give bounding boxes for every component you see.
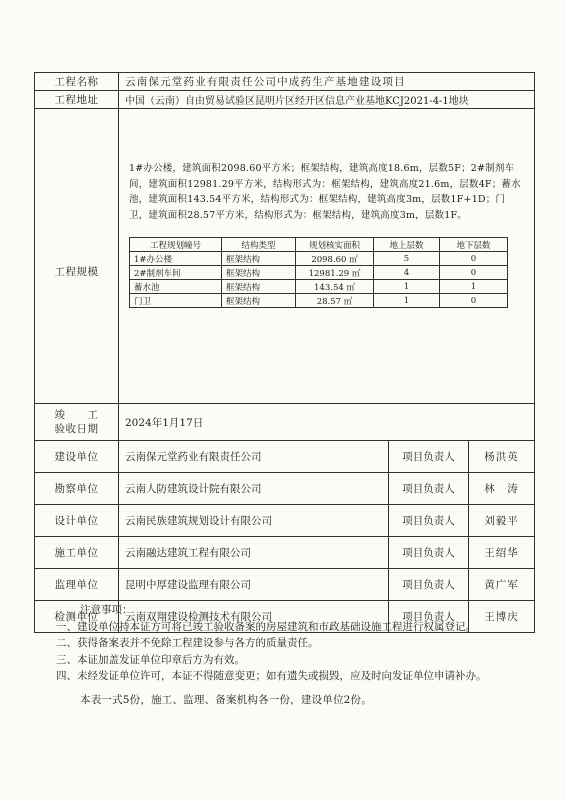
scale-table-row: [130, 294, 508, 308]
unit-row: [35, 537, 535, 569]
scale-table-header-cell: 规划核实面积: [296, 238, 374, 252]
unit-name: 云南融达建筑工程有限公司: [119, 537, 389, 569]
completion-date-label: [35, 404, 119, 441]
scale-table-cell: 框架结构: [222, 252, 296, 266]
project-name-value: 云南保元堂药业有限责任公司中成药生产基地建设项目: [119, 73, 535, 91]
scale-table-cell: 蓄水池: [130, 280, 222, 294]
scale-table-header-cell: 结构类型: [222, 238, 296, 252]
notes-title: 注意事项：: [80, 604, 133, 616]
scale-table-row: [130, 252, 508, 266]
unit-row: [35, 441, 535, 473]
scale-table-cell: 1: [374, 280, 440, 294]
scale-table-cell: 4: [374, 266, 440, 280]
scale-table-cell: 0: [440, 252, 508, 266]
unit-role: 项目负责人: [389, 537, 469, 569]
unit-role: 项目负责人: [389, 601, 469, 633]
project-scale-cell: [119, 109, 535, 404]
scale-table-cell: 框架结构: [222, 294, 296, 308]
notes-list: [56, 619, 536, 685]
unit-name: 昆明中厚建设监理有限公司: [119, 569, 389, 601]
unit-row: [35, 569, 535, 601]
unit-label: 检测单位: [35, 601, 119, 633]
scale-table-cell: 0: [440, 294, 508, 308]
scale-table-row: [130, 266, 508, 280]
unit-label: 建设单位: [35, 441, 119, 473]
unit-person: 黄广军: [469, 569, 535, 601]
completion-date-value: 2024年1月17日: [119, 404, 535, 441]
project-address-value: 中国（云南）自由贸易试验区昆明片区经开区信息产业基地KCJ2021-4-1地块: [119, 91, 535, 109]
scale-table-cell: 2098.60 ㎡: [296, 252, 374, 266]
footer-note: 本表一式5份，施工、监理、备案机构各一份，建设单位2份。: [80, 694, 372, 706]
scale-table-cell: 1: [374, 294, 440, 308]
completion-date-label-line1: 竣 工: [54, 409, 99, 421]
unit-row: [35, 473, 535, 505]
scale-table-cell: 框架结构: [222, 280, 296, 294]
unit-row: [35, 505, 535, 537]
unit-label: 勘察单位: [35, 473, 119, 505]
unit-person: 王博庆: [469, 601, 535, 633]
unit-label: 施工单位: [35, 537, 119, 569]
unit-person: 刘毅平: [469, 505, 535, 537]
scale-table-cell: 12981.29 ㎡: [296, 266, 374, 280]
scale-table-cell: 1#办公楼: [130, 252, 222, 266]
note-item: 三、本证加盖发证单位印章后方为有效。: [56, 653, 245, 666]
unit-role: 项目负责人: [389, 505, 469, 537]
scale-table: [129, 237, 508, 308]
scale-description: 1#办公楼，建筑面积2098.60平方米；框架结构，建筑高度18.6m，层数5F；2#制剂车间，建筑面积12981.29平方米，结构形式为：框架结构，建筑高度21.6m，层数4F；蓄水池，建筑面积143.54平方米，结构形式为：框架结构，建筑高度3m，层数1F+1D；门卫，建筑面积28.57平方米，结构形式为：框架结构，建筑高度3m，层数1F。: [129, 163, 521, 221]
unit-role: 项目负责人: [389, 441, 469, 473]
project-scale-label: 工程规模: [35, 109, 119, 404]
completion-date-label-line2: 验收日期: [54, 423, 99, 435]
scale-table-header: [130, 238, 508, 252]
project-address-label: 工程地址: [35, 91, 119, 109]
row-completion-date: [35, 404, 535, 441]
unit-name: 云南保元堂药业有限责任公司: [119, 441, 389, 473]
unit-role: 项目负责人: [389, 569, 469, 601]
unit-name: 云南双翔建设检测技术有限公司: [119, 601, 389, 633]
unit-name: 云南民族建筑规划设计有限公司: [119, 505, 389, 537]
row-project-name: [35, 73, 535, 91]
project-name-label: 工程名称: [35, 73, 119, 91]
unit-person: 王绍华: [469, 537, 535, 569]
unit-role: 项目负责人: [389, 473, 469, 505]
note-item: 一、建设单位持本证方可将已竣工验收备案的房屋建筑和市政基础设施工程进行权属登记。: [56, 620, 476, 633]
scale-table-cell: 1: [440, 280, 508, 294]
unit-label: 监理单位: [35, 569, 119, 601]
note-item: 四、未经发证单位许可，本证不得随意变更；如有遗失或损毁，应及时向发证单位申请补办。: [56, 670, 487, 682]
scale-table-cell: 143.54 ㎡: [296, 280, 374, 294]
row-project-scale: [35, 109, 535, 404]
note-item: 二、获得备案表并不免除工程建设参与各方的质量责任。: [56, 637, 319, 649]
unit-person: 林 涛: [469, 473, 535, 505]
notes-section: [56, 602, 536, 685]
project-info-table: [34, 72, 535, 633]
scale-table-header-cell: 地上层数: [374, 238, 440, 252]
scale-table-header-cell: 地下层数: [440, 238, 508, 252]
scale-table-cell: 28.57 ㎡: [296, 294, 374, 308]
unit-name: 云南人防建筑设计院有限公司: [119, 473, 389, 505]
scale-table-header-cell: 工程规划幢号: [130, 238, 222, 252]
scale-table-cell: 2#制剂车间: [130, 266, 222, 280]
row-project-address: [35, 91, 535, 109]
scale-table-row: [130, 280, 508, 294]
unit-label: 设计单位: [35, 505, 119, 537]
scale-table-cell: 框架结构: [222, 266, 296, 280]
unit-person: 杨洪英: [469, 441, 535, 473]
scale-table-cell: 门卫: [130, 294, 222, 308]
scale-table-cell: 5: [374, 252, 440, 266]
scale-table-cell: 0: [440, 266, 508, 280]
